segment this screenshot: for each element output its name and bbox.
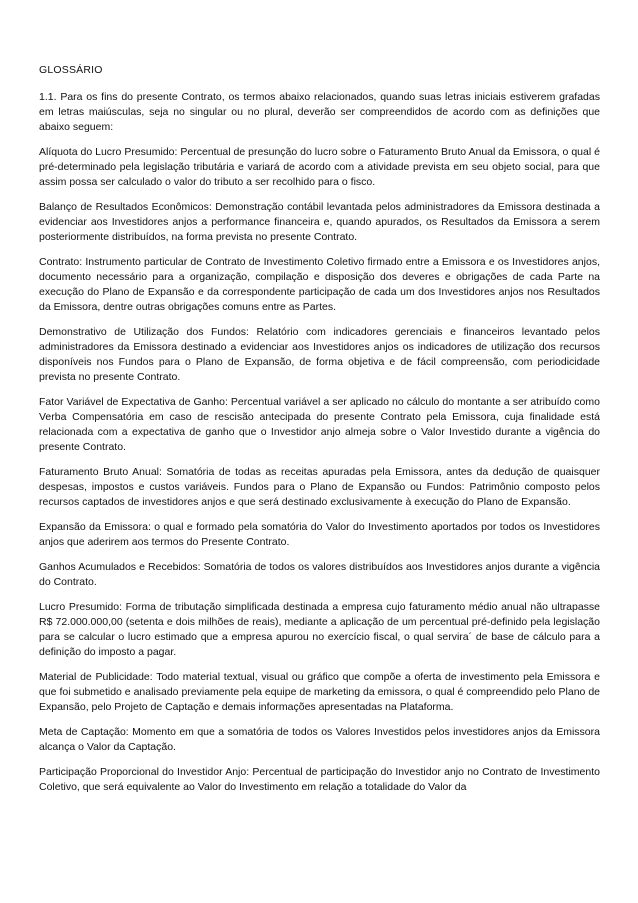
document-page xyxy=(39,63,600,795)
definition-participacao-proporcional: Participação Proporcional do Investidor Anjo: Percentual de participação do Investidor anjo no Contrato de Investimento Coletivo, que será equivalente ao Valor do Investimento em relação a totalidade do Valor da xyxy=(39,766,600,793)
definition-faturamento-bruto: Faturamento Bruto Anual: Somatória de todas as receitas apuradas pela Emissora, antes da dedução de quaisquer despesas, impostos e custos variáveis. Fundos para o Plano de Expansão ou Fundos: Patrimônio composto pelos recursos captados de investidores anjos e que será destinado exclusivamente à execução do Plano de Expansão. xyxy=(39,466,600,508)
definition-material-publicidade: Material de Publicidade: Todo material textual, visual ou gráfico que compõe a oferta de investimento pela Emissora e que foi submetido e analisado previamente pela equipe de marketing da emissora, o qual é compreendido pelo Plano de Expansão, pelo Projeto de Captação e demais informações apresentadas na Plataforma. xyxy=(39,671,600,713)
definition-balanco-resultados: Balanço de Resultados Econômicos: Demonstração contábil levantada pelos administradores da Emissora destinada a evidenciar aos Investidores anjos a performance financeira e, quando apurados, os Resultados da Emissora a serem posteriormente distribuídos, na forma prevista no presente Contrato. xyxy=(39,201,600,243)
definition-demonstrativo-utilizacao: Demonstrativo de Utilização dos Fundos: Relatório com indicadores gerenciais e financeiros levantado pelos administradores da Emissora destinado a evidenciar aos Investidores anjos os indicadores de utilização dos recursos disponíveis nos Fundos para o Plano de Expansão, de forma objetiva e de fácil compreensão, com periodicidade prevista no presente Contrato. xyxy=(39,326,600,383)
definition-meta-captacao: Meta de Captação: Momento em que a somatória de todos os Valores Investidos pelos investidores anjos da Emissora alcança o Valor da Captação. xyxy=(39,726,600,753)
glossary-heading: GLOSSÁRIO xyxy=(39,64,103,76)
definition-aliquota-lucro-presumido: Alíquota do Lucro Presumido: Percentual de presunção do lucro sobre o Faturamento Bruto Anual da Emissora, o qual é pré-determinado pela legislação tributária e variará de acordo com a atividade prevista em seu objeto social, para que assim possa ser calculado o valor do tributo a ser recolhido para o fisco. xyxy=(39,146,600,188)
definition-contrato: Contrato: Instrumento particular de Contrato de Investimento Coletivo firmado entre a Emissora e os Investidores anjos, documento necessário para a organização, compilação e disposição dos deveres e obrigações de cada Parte na execução do Plano de Expansão e da correspondente participação de cada um dos Investidores anjos nos Resultados da Emissora, dentre outras obrigações comuns entre as Partes. xyxy=(39,256,600,313)
definition-lucro-presumido: Lucro Presumido: Forma de tributação simplificada destinada a empresa cujo faturamento médio anual não ultrapasse R$ 72.000.000,00 (setenta e dois milhões de reais), mediante a aplicação de um percentual pré-definido pela legislação para se calcular o lucro estimado que a empresa apurou no exercício fiscal, o qual servira´ de base de cálculo para a definição do imposto a pagar. xyxy=(39,601,600,658)
glossary-intro-paragraph: 1.1. Para os fins do presente Contrato, os termos abaixo relacionados, quando suas letras iniciais estiverem grafadas em letras maiúsculas, seja no singular ou no plural, deverão ser compreendidos de acordo com as definições que abaixo seguem: xyxy=(39,91,600,133)
definition-ganhos-acumulados: Ganhos Acumulados e Recebidos: Somatória de todos os valores distribuídos aos Investidores anjos durante a vigência do Contrato. xyxy=(39,561,600,588)
definition-fator-variavel: Fator Variável de Expectativa de Ganho: Percentual variável a ser aplicado no cálculo do montante a ser atribuído como Verba Compensatória em caso de rescisão antecipada do presente Contrato pela Emissora, cuja finalidade está relacionada com a expectativa de ganho que o Investidor anjo almeja sobre o Valor Investido durante a vigência do presente Contrato. xyxy=(39,396,600,453)
definition-expansao-emissora: Expansão da Emissora: o qual e formado pela somatória do Valor do Investimento aportados por todos os Investidores anjos que aderirem aos termos do Presente Contrato. xyxy=(39,521,600,548)
